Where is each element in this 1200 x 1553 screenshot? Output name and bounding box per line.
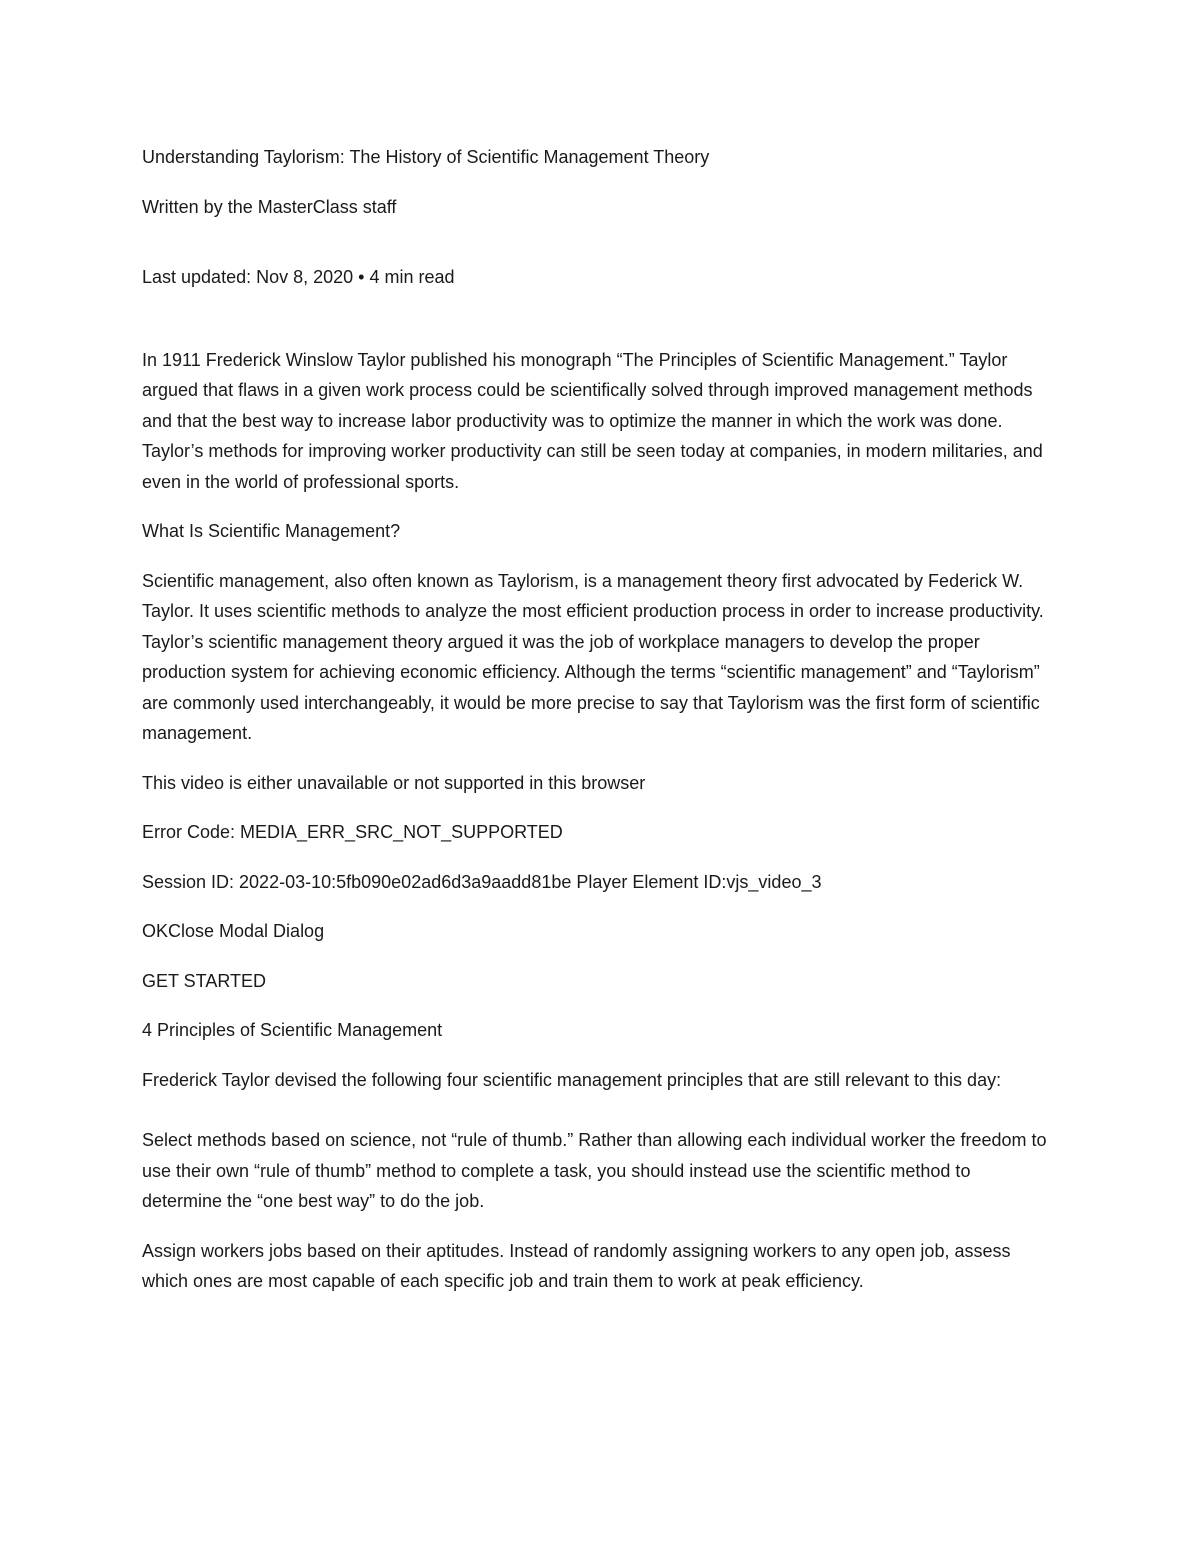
modal-close-text: OKClose Modal Dialog bbox=[142, 921, 325, 941]
document-page bbox=[142, 142, 1054, 1316]
principle-2: Assign workers jobs based on their aptitudes. Instead of randomly assigning workers to any open job, assess which ones are most capable of each specific job and train them to work at peak efficiency. bbox=[142, 1240, 1011, 1291]
byline: Written by the MasterClass staff bbox=[142, 196, 397, 217]
video-error-message: This video is either unavailable or not supported in this browser bbox=[142, 772, 646, 793]
intro-paragraph: In 1911 Frederick Winslow Taylor published his monograph “The Principles of Scientific Management.” Taylor argued that flaws in a given work process could be scientifically solved through improved management methods and that the best way to increase labor productivity was to optimize the manner in which the work was done. Taylor’s methods for improving worker productivity can still be seen today at companies, in modern militaries, and even in the world of professional sports. bbox=[142, 349, 1043, 492]
principles-intro-paragraph: Frederick Taylor devised the following four scientific management principles that are still relevant to this day: bbox=[142, 1069, 1002, 1090]
definition-paragraph: Scientific management, also often known as Taylorism, is a management theory first advocated by Federick W. Taylor. It uses scientific methods to analyze the most efficient production process in order to increase productivity. Taylor’s scientific management theory argued it was the job of workplace managers to develop the proper production system for achieving economic efficiency. Although the terms “scientific management” and “Taylorism” are commonly used interchangeably, it would be more precise to say that Taylorism was the first form of scientific management. bbox=[142, 570, 1044, 743]
section-heading-principles: 4 Principles of Scientific Management bbox=[142, 1020, 443, 1040]
session-id: Session ID: 2022-03-10:5fb090e02ad6d3a9aadd81be Player Element ID:vjs_video_3 bbox=[142, 871, 822, 892]
error-code: Error Code: MEDIA_ERR_SRC_NOT_SUPPORTED bbox=[142, 822, 563, 842]
get-started-text: GET STARTED bbox=[142, 970, 267, 991]
section-heading-what-is: What Is Scientific Management? bbox=[142, 521, 401, 541]
principle-1: Select methods based on science, not “rule of thumb.” Rather than allowing each individual worker the freedom to use their own “rule of thumb” method to complete a task, you should instead use the scientific method to determine the “one best way” to do the job. bbox=[142, 1130, 1047, 1211]
last-updated: Last updated: Nov 8, 2020 • 4 min read bbox=[142, 267, 455, 287]
document-title: Understanding Taylorism: The History of Scientific Management Theory bbox=[142, 147, 710, 167]
